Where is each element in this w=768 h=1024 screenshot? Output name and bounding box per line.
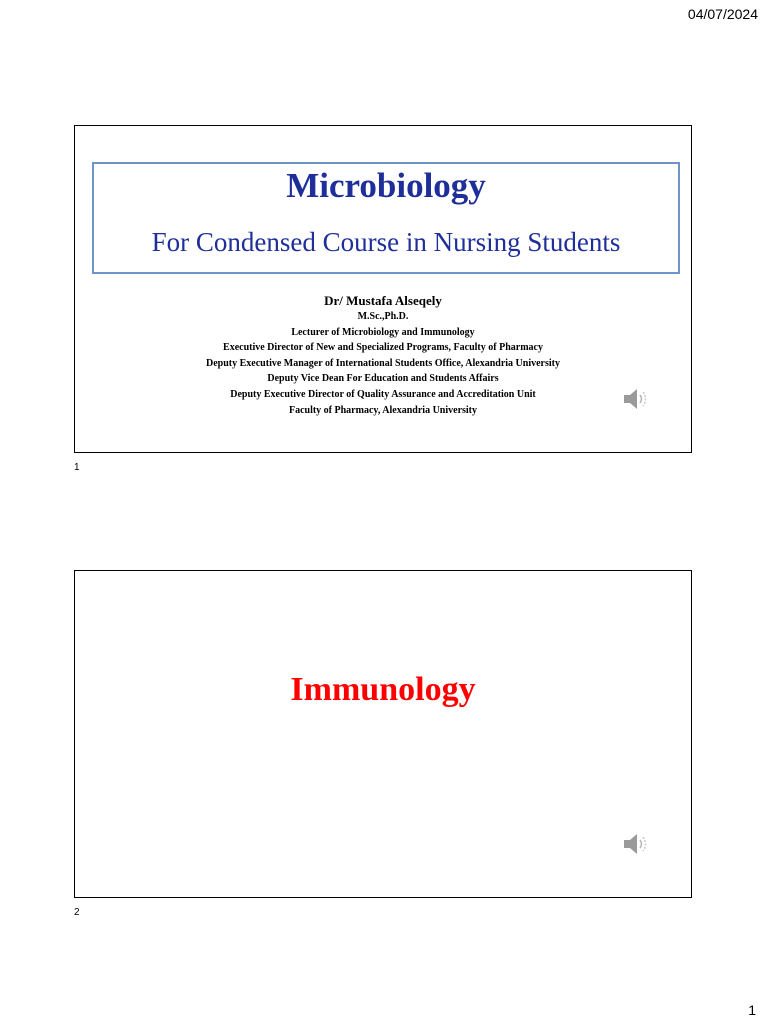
slide-number: 2 (74, 907, 80, 918)
author-degree: M.Sc.,Ph.D. (357, 311, 409, 322)
page-number: 1 (748, 1002, 756, 1018)
author-name: Dr/ Mustafa Alseqely (324, 293, 442, 308)
slide-title: Immunology (290, 671, 476, 708)
author-position: Deputy Vice Dean For Education and Students Affairs (267, 373, 499, 385)
author-position: Executive Director of New and Specialized Programs, Faculty of Pharmacy (223, 342, 543, 354)
author-position: Deputy Executive Director of Quality Assurance and Accreditation Unit (230, 388, 536, 400)
author-affiliation: Faculty of Pharmacy, Alexandria University (288, 404, 478, 416)
slide-title: Microbiology (286, 166, 486, 205)
print-date: 04/07/2024 (687, 6, 758, 22)
slide-number: 1 (74, 462, 80, 473)
slide-1 (74, 125, 692, 453)
author-block (75, 293, 691, 418)
slide-subtitle: For Condensed Course in Nursing Students (151, 227, 621, 257)
author-position: Deputy Executive Manager of International Students Office, Alexandria University (206, 357, 560, 369)
author-position: Lecturer of Microbiology and Immunology (291, 326, 475, 338)
speaker-icon[interactable] (621, 384, 651, 414)
slide-2 (74, 570, 692, 898)
speaker-icon[interactable] (621, 829, 651, 859)
title-box (92, 162, 680, 274)
